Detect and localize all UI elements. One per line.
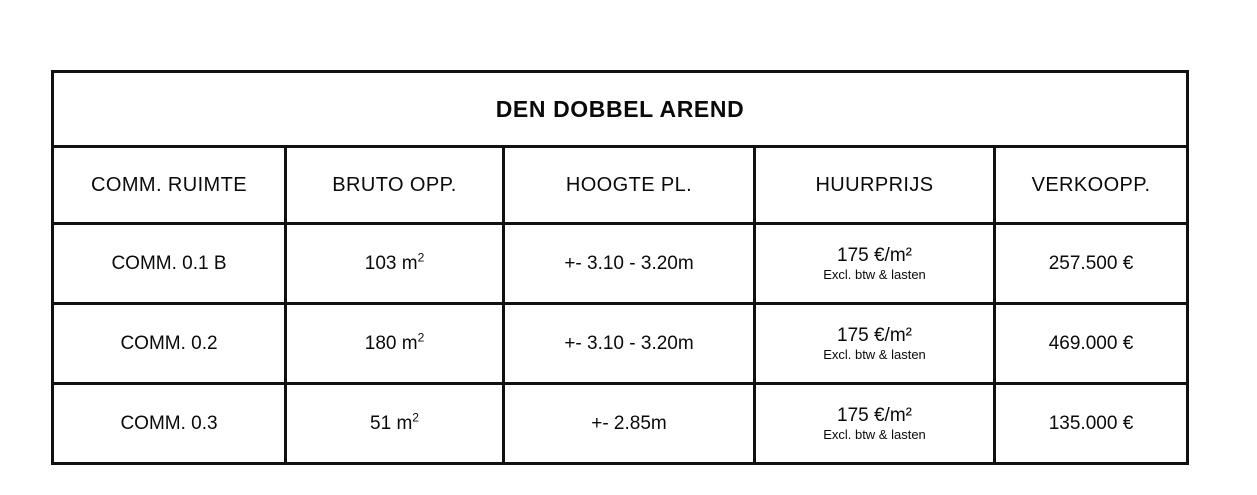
cell-bruto-opp-exponent: 2 (412, 410, 419, 425)
column-header-bruto-opp: BRUTO OPP. (286, 147, 504, 224)
cell-bruto-opp (286, 224, 504, 304)
table-title-row (53, 72, 1188, 147)
cell-huurprijs (755, 224, 995, 304)
cell-bruto-opp-value: 180 m (364, 332, 418, 354)
cell-huurprijs-note: Excl. btw & lasten (823, 267, 926, 283)
table-header-row (53, 147, 1188, 224)
column-header-ruimte: COMM. RUIMTE (53, 147, 286, 224)
column-header-huurprijs: HUURPRIJS (755, 147, 995, 224)
cell-bruto-opp-exponent: 2 (417, 330, 425, 345)
cell-verkoopprijs: 135.000 € (995, 384, 1188, 464)
cell-huurprijs-note: Excl. btw & lasten (823, 347, 926, 363)
table-row (53, 384, 1188, 464)
pricing-table-container (51, 70, 1186, 465)
pricing-table (51, 70, 1189, 465)
cell-bruto-opp (286, 384, 504, 464)
cell-verkoopprijs: 257.500 € (995, 224, 1188, 304)
page-title: DEN DOBBEL AREND (53, 72, 1188, 147)
cell-huurprijs (755, 304, 995, 384)
cell-ruimte: COMM. 0.1 B (53, 224, 286, 304)
cell-huurprijs-main: 175 €/m² (837, 324, 912, 346)
cell-hoogte: +- 3.10 - 3.20m (504, 304, 755, 384)
cell-verkoopprijs: 469.000 € (995, 304, 1188, 384)
table-row (53, 224, 1188, 304)
cell-bruto-opp-value: 103 m (364, 252, 418, 274)
cell-huurprijs (755, 384, 995, 464)
cell-huurprijs-main: 175 €/m² (837, 244, 912, 266)
cell-hoogte: +- 3.10 - 3.20m (504, 224, 755, 304)
cell-huurprijs-note: Excl. btw & lasten (823, 427, 926, 443)
cell-ruimte: COMM. 0.3 (53, 384, 286, 464)
cell-ruimte: COMM. 0.2 (53, 304, 286, 384)
cell-bruto-opp-value: 51 m (370, 412, 413, 434)
column-header-verkoopp: VERKOOPP. (995, 147, 1188, 224)
cell-hoogte: +- 2.85m (504, 384, 755, 464)
cell-bruto-opp (286, 304, 504, 384)
cell-huurprijs-main: 175 €/m² (837, 404, 912, 426)
table-row (53, 304, 1188, 384)
cell-bruto-opp-exponent: 2 (417, 250, 425, 265)
column-header-hoogte: HOOGTE PL. (504, 147, 755, 224)
